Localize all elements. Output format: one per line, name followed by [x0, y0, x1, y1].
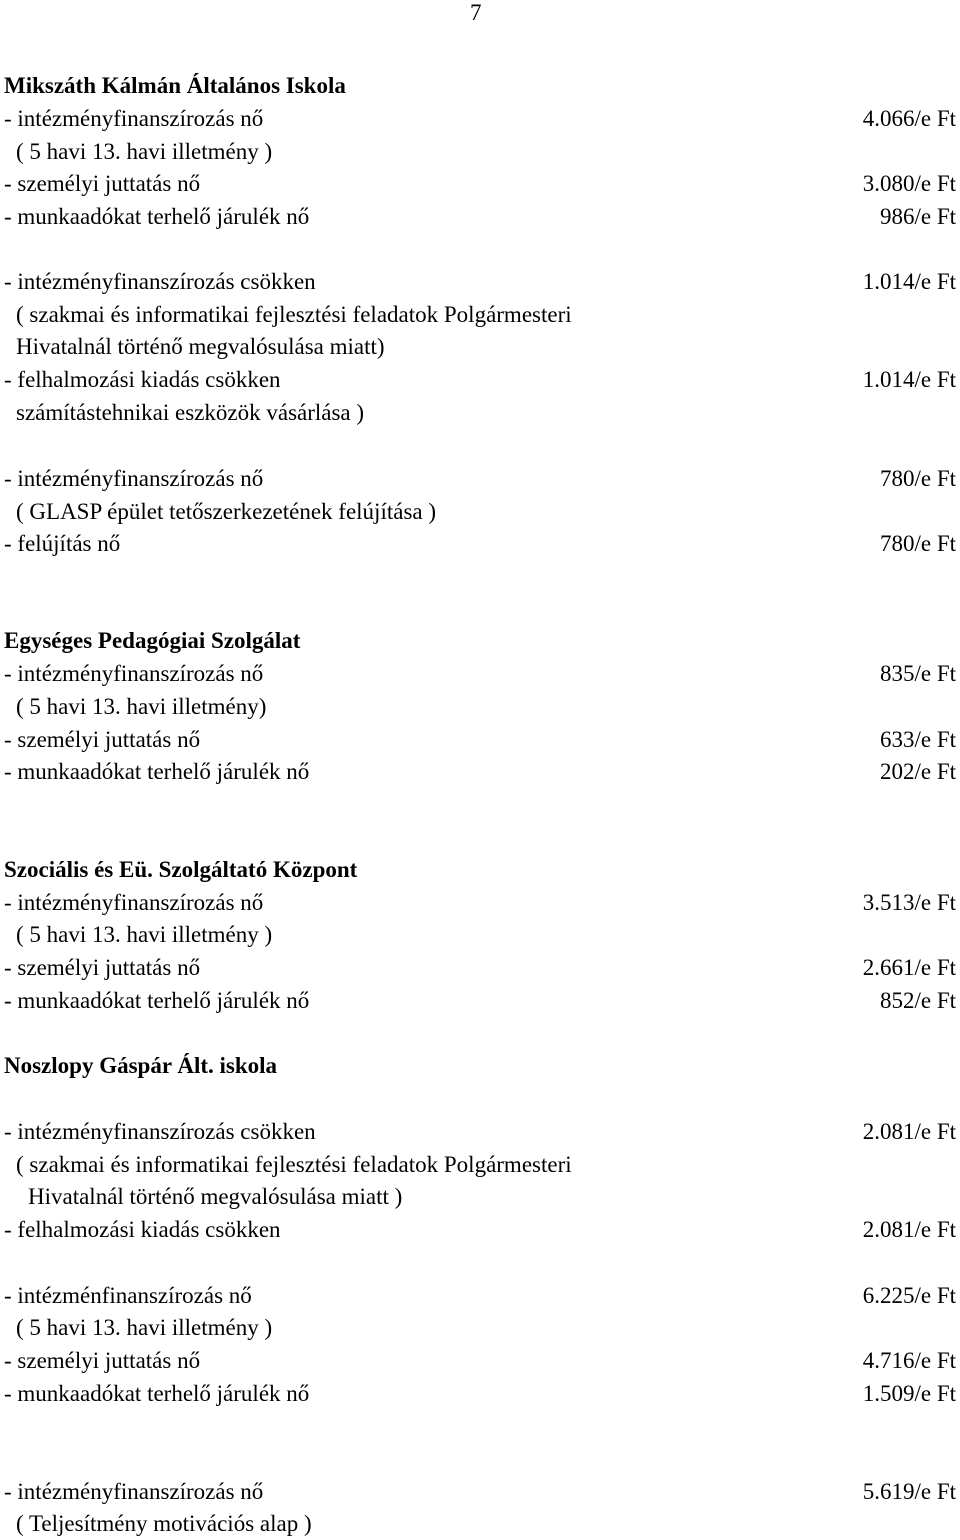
line-amount: 1.509/e Ft — [862, 1381, 956, 1406]
line-amount: 1.014/e Ft — [862, 269, 956, 294]
line-label: ( GLASP épület tetőszerkezetének felújítása ) — [16, 499, 437, 524]
line-label: - felújítás nő — [4, 531, 121, 556]
line-item — [4, 1281, 956, 1311]
line-amount: 2.661/e Ft — [862, 955, 956, 980]
line-amount: 2.081/e Ft — [862, 1119, 956, 1144]
line-amount: 2.081/e Ft — [862, 1217, 956, 1242]
line-item — [4, 986, 956, 1016]
line-item — [4, 1477, 956, 1507]
line-item — [4, 725, 956, 755]
line-label: ( szakmai és informatikai fejlesztési feladatok Polgármesteri — [16, 302, 572, 327]
line-label: ( 5 havi 13. havi illetmény ) — [16, 922, 273, 947]
section-heading-szocialis — [4, 855, 956, 885]
line-amount: 4.066/e Ft — [862, 106, 956, 131]
line-label: - munkaadókat terhelő járulék nő — [4, 1381, 310, 1406]
line-amount: 5.619/e Ft — [862, 1479, 956, 1504]
line-item — [4, 888, 956, 918]
line-item — [4, 464, 956, 494]
line-label: Egységes Pedagógiai Szolgálat — [4, 628, 301, 653]
line-label: számítástehnikai eszközök vásárlása ) — [16, 400, 365, 425]
line-note — [4, 137, 956, 167]
line-label: Mikszáth Kálmán Általános Iskola — [4, 73, 346, 98]
line-note — [4, 1150, 956, 1180]
line-item — [4, 365, 956, 395]
line-amount: 6.225/e Ft — [862, 1283, 956, 1308]
line-label: ( 5 havi 13. havi illetmény) — [16, 694, 267, 719]
line-label: - felhalmozási kiadás csökken — [4, 1217, 281, 1242]
line-item — [4, 104, 956, 134]
page-number: 7 — [470, 0, 482, 25]
line-amount: 3.080/e Ft — [862, 171, 956, 196]
line-note — [4, 692, 956, 722]
line-item — [4, 202, 956, 232]
line-label: - intézményfinanszírozás nő — [4, 890, 264, 915]
line-item — [4, 757, 956, 787]
section-heading-pedagogiai — [4, 626, 956, 656]
line-amount: 4.716/e Ft — [862, 1348, 956, 1373]
line-note — [4, 332, 956, 362]
line-label: - intézményfinanszírozás nő — [4, 106, 264, 131]
line-label: ( szakmai és informatikai fejlesztési feladatok Polgármesteri — [16, 1152, 572, 1177]
line-amount: 202/e Ft — [879, 759, 956, 784]
line-label: - intézménfinanszírozás nő — [4, 1283, 252, 1308]
line-label: - munkaadókat terhelő járulék nő — [4, 204, 310, 229]
line-label: - személyi juttatás nő — [4, 955, 201, 980]
line-amount: 780/e Ft — [879, 466, 956, 491]
line-label: ( 5 havi 13. havi illetmény ) — [16, 139, 273, 164]
line-item — [4, 1346, 956, 1376]
line-label: - intézményfinanszírozás nő — [4, 1479, 264, 1504]
line-note — [4, 398, 956, 428]
line-note — [4, 1313, 956, 1343]
line-label: Hivatalnál történő megvalósulása miatt) — [16, 334, 385, 359]
line-item — [4, 169, 956, 199]
line-label: - munkaadókat terhelő járulék nő — [4, 988, 310, 1013]
line-label: - intézményfinanszírozás csökken — [4, 1119, 316, 1144]
line-amount: 3.513/e Ft — [862, 890, 956, 915]
line-amount: 835/e Ft — [879, 661, 956, 686]
line-label: ( 5 havi 13. havi illetmény ) — [16, 1315, 273, 1340]
line-item — [4, 529, 956, 559]
line-label: - munkaadókat terhelő járulék nő — [4, 759, 310, 784]
line-item — [4, 953, 956, 983]
line-label: - személyi juttatás nő — [4, 171, 201, 196]
line-label: - intézményfinanszírozás nő — [4, 661, 264, 686]
line-note — [4, 497, 956, 527]
line-label: Noszlopy Gáspár Ált. iskola — [4, 1053, 278, 1078]
line-amount: 986/e Ft — [879, 204, 956, 229]
line-amount: 1.014/e Ft — [862, 367, 956, 392]
line-label: - intézményfinanszírozás csökken — [4, 269, 316, 294]
line-label: - felhalmozási kiadás csökken — [4, 367, 281, 392]
line-label: - személyi juttatás nő — [4, 727, 201, 752]
section-heading-noszlopy — [4, 1051, 956, 1081]
line-label: ( Teljesítmény motivációs alap ) — [16, 1511, 312, 1536]
line-item — [4, 1215, 956, 1245]
line-item — [4, 1117, 956, 1147]
line-note — [4, 920, 956, 950]
line-amount: 780/e Ft — [879, 531, 956, 556]
line-label: Szociális és Eü. Szolgáltató Központ — [4, 857, 358, 882]
line-label: Hivatalnál történő megvalósulása miatt ) — [28, 1184, 403, 1209]
line-item — [4, 267, 956, 297]
line-amount: 633/e Ft — [879, 727, 956, 752]
line-amount: 852/e Ft — [879, 988, 956, 1013]
line-note — [4, 1509, 956, 1539]
line-item — [4, 659, 956, 689]
line-item — [4, 1379, 956, 1409]
line-label: - intézményfinanszírozás nő — [4, 466, 264, 491]
line-note — [4, 1182, 956, 1212]
line-label: - személyi juttatás nő — [4, 1348, 201, 1373]
section-heading-mikszath — [4, 71, 956, 101]
line-note — [4, 300, 956, 330]
